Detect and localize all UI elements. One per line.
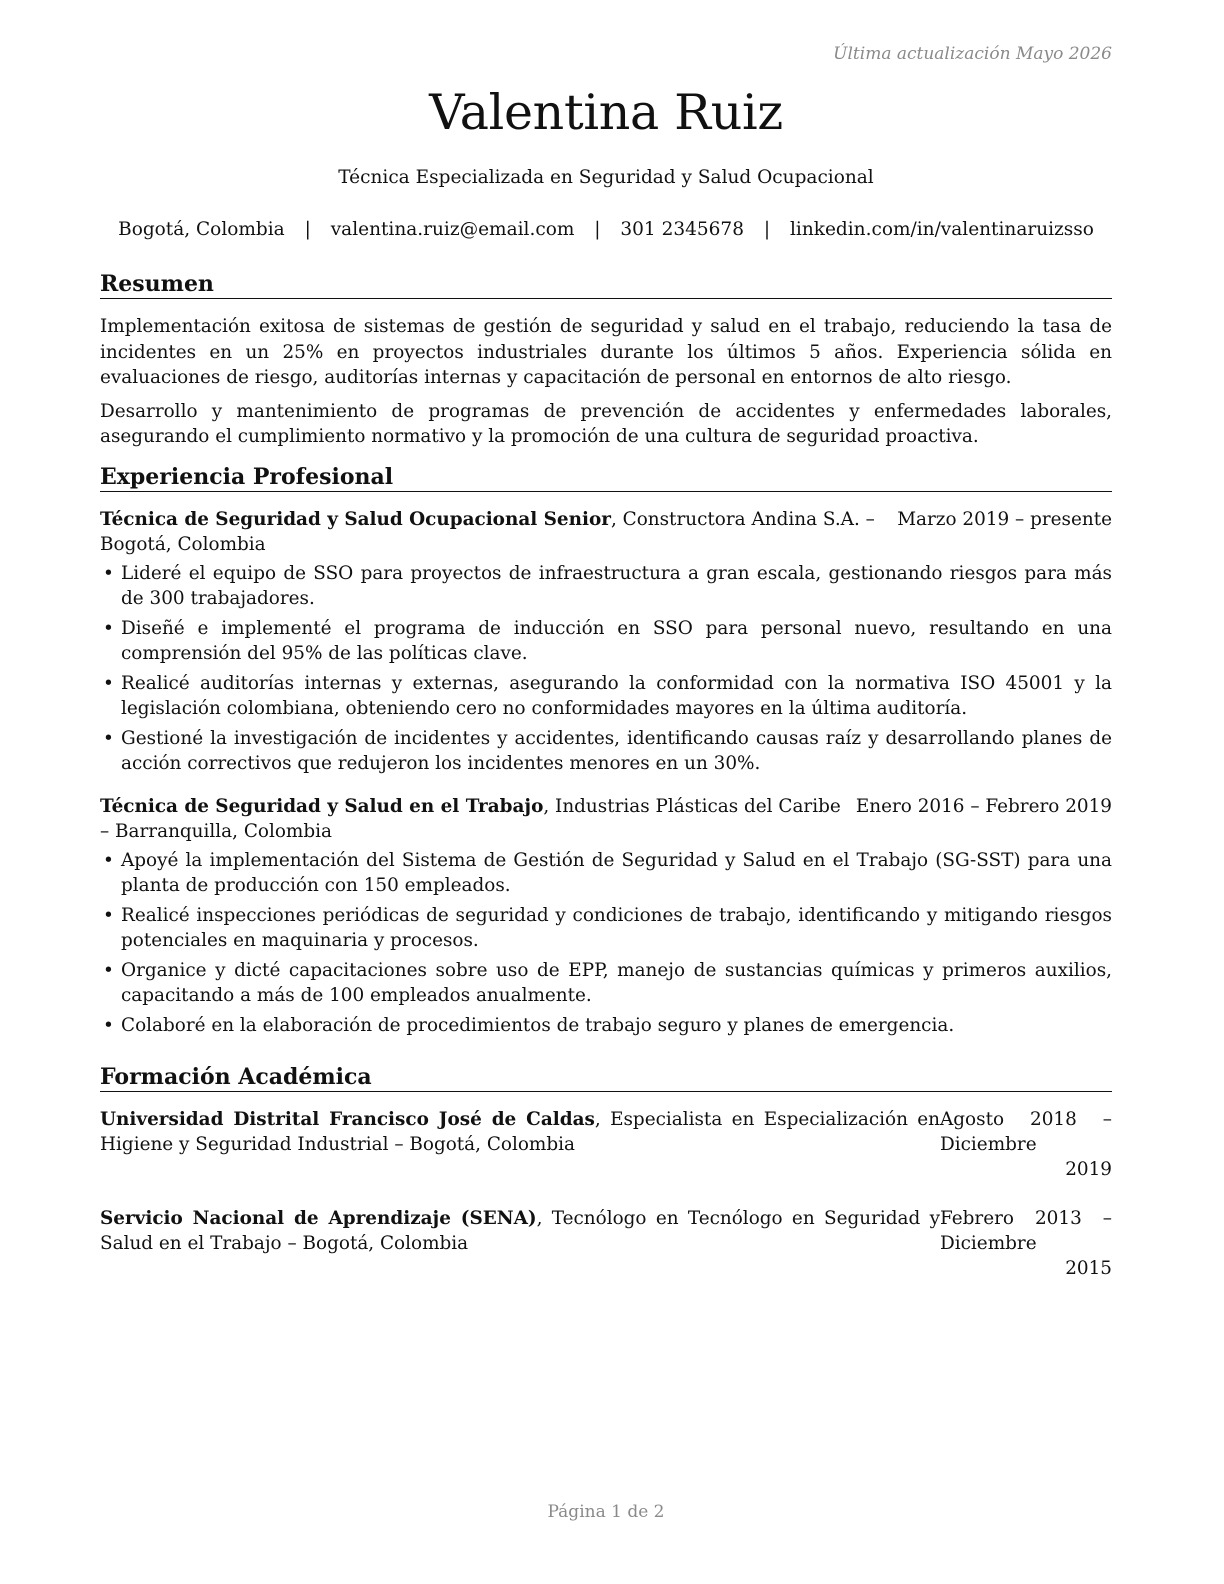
last-updated: Última actualización Mayo 2026 [833, 44, 1112, 64]
job-bullet: • Gestioné la investigación de incidentes y accidentes, identificando causas raíz y desarrollando planes de acción correctivos que redujeron los incidentes menores en un 30%. [100, 726, 1112, 776]
education-institution: Universidad Distrital Francisco José de Caldas [100, 1109, 595, 1130]
job-header [100, 794, 1112, 844]
job-position: Técnica de Seguridad y Salud en el Trabajo [100, 796, 544, 817]
job-company: , Constructora Andina S.A. – Bogotá, Colombia [100, 509, 875, 555]
section-title-summary: Resumen [100, 270, 1112, 299]
experience-section [100, 463, 1112, 1043]
education-dates [940, 1107, 1112, 1182]
contact-email[interactable]: valentina.ruiz@email.com [330, 219, 575, 240]
education-institution: Servicio Nacional de Aprendizaje (SENA) [100, 1208, 537, 1229]
page-number: Página 1 de 2 [547, 1502, 665, 1522]
contact-linkedin[interactable]: linkedin.com/in/valentinaruizsso [790, 219, 1094, 240]
job-entry [100, 794, 1112, 1038]
contact-location: Bogotá, Colombia [118, 219, 285, 240]
contact-line [100, 219, 1112, 240]
section-title-experience: Experiencia Profesional [100, 463, 1112, 492]
education-dates-start: Agosto 2018 – Diciembre [940, 1109, 1112, 1155]
job-bullet: • Organice y dicté capacitaciones sobre uso de EPP, manejo de sustancias químicas y primeros auxilios, capacitando a más de 100 empleados anualmente. [100, 958, 1112, 1008]
section-title-education: Formación Académica [100, 1063, 1112, 1092]
job-position: Técnica de Seguridad y Salud Ocupacional Senior [100, 509, 611, 530]
contact-separator: | [594, 219, 601, 240]
job-dates: Marzo 2019 – presente [897, 509, 1112, 530]
job-bullet: • Realicé inspecciones periódicas de seguridad y condiciones de trabajo, identificando y mitigando riesgos potenciales en maquinaria y procesos. [100, 903, 1112, 953]
job-header [100, 507, 1112, 557]
education-detail: , Especialista en Especialización en Higiene y Seguridad Industrial – Bogotá, Colombia [100, 1109, 941, 1155]
education-dates-start: Febrero 2013 – Diciembre [940, 1208, 1112, 1254]
contact-separator: | [304, 219, 311, 240]
job-bullet: • Apoyé la implementación del Sistema de Gestión de Seguridad y Salud en el Trabajo (SG-SST) para una planta de producción con 150 empleados. [100, 848, 1112, 898]
summary-paragraph: Desarrollo y mantenimiento de programas de prevención de accidentes y enfermedades laborales, asegurando el cumplimiento normativo y la promoción de una cultura de seguridad proactiva. [100, 400, 1112, 447]
education-entry [100, 1107, 1112, 1182]
contact-separator: | [763, 219, 771, 240]
job-bullet: • Realicé auditorías internas y externas, asegurando la conformidad con la normativa ISO 45001 y la legislación colombiana, obteniendo cero no conformidades mayores en la última auditoría. [100, 671, 1112, 721]
summary-section [100, 270, 1112, 450]
job-bullets [100, 848, 1112, 1038]
job-company: , Industrias Plásticas del Caribe – Barranquilla, Colombia [100, 796, 841, 842]
job-title: Técnica Especializada en Seguridad y Salud Ocupacional [338, 167, 874, 188]
job-bullet: • Diseñé e implementé el programa de inducción en SSO para personal nuevo, resultando en una comprensión del 95% de las políticas clave. [100, 616, 1112, 666]
job-entry [100, 507, 1112, 776]
resume-page [100, 0, 1112, 1584]
candidate-name: Valentina Ruiz [429, 84, 783, 141]
job-dates: Enero 2016 – Febrero 2019 [855, 796, 1112, 817]
education-entry [100, 1206, 1112, 1281]
education-section [100, 1063, 1112, 1281]
contact-phone: 301 2345678 [620, 219, 744, 240]
education-detail: , Tecnólogo en Tecnólogo en Seguridad y Salud en el Trabajo – Bogotá, Colombia [100, 1208, 940, 1254]
job-bullets [100, 561, 1112, 776]
job-bullet: • Lideré el equipo de SSO para proyectos de infraestructura a gran escala, gestionando riesgos para más de 300 trabajadores. [100, 561, 1112, 611]
education-dates-end-year: 2015 [1065, 1258, 1112, 1279]
education-dates-end-year: 2019 [1065, 1159, 1112, 1180]
education-dates [940, 1206, 1112, 1281]
job-bullet: • Colaboré en la elaboración de procedimientos de trabajo seguro y planes de emergencia. [100, 1013, 1112, 1038]
summary-paragraph: Implementación exitosa de sistemas de gestión de seguridad y salud en el trabajo, reduciendo la tasa de incidentes en un 25% en proyectos industriales durante los últimos 5 años. Experiencia sólida en evaluaciones de riesgo, auditorías internas y capacitación de personal en entornos de alto riesgo. [100, 316, 1112, 388]
